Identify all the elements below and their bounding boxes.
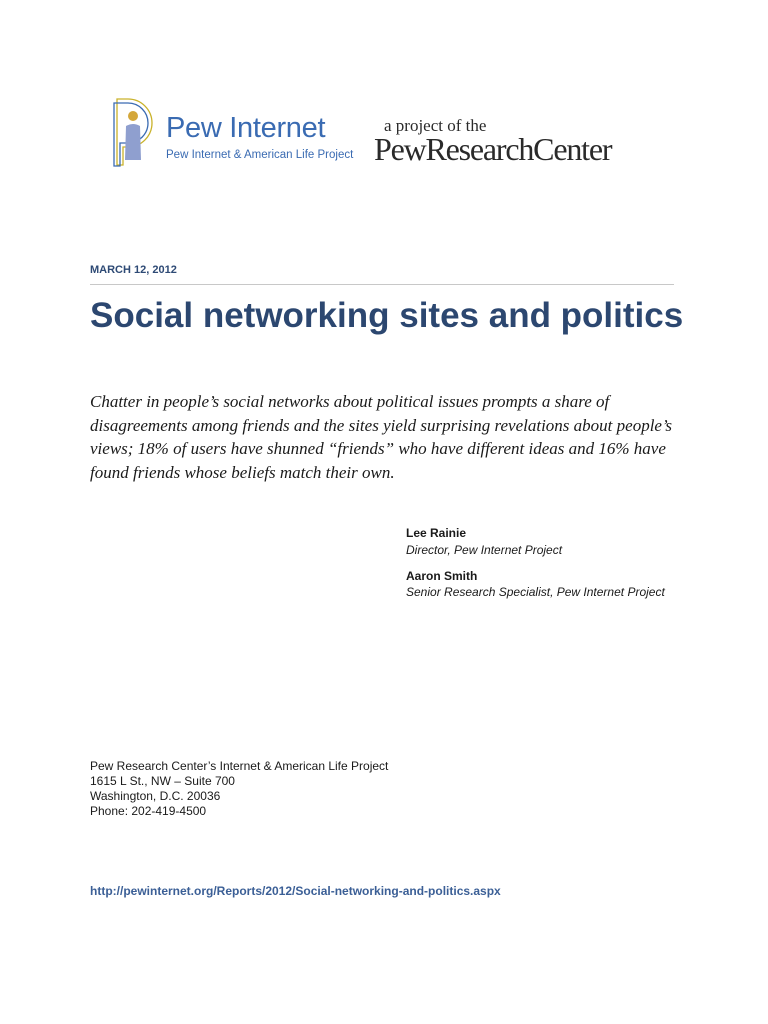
address-organization: Pew Research Center’s Internet & American Life Project	[90, 759, 389, 773]
author-name: Lee Rainie	[406, 526, 467, 540]
report-date: MARCH 12, 2012	[90, 264, 177, 276]
pew-internet-tagline: Pew Internet & American Life Project	[166, 149, 354, 161]
author-name: Aaron Smith	[406, 569, 478, 583]
header-divider	[90, 284, 674, 285]
pew-research-center-wordmark: PewResearchCenter	[374, 131, 612, 167]
author-role: Director, Pew Internet Project	[406, 543, 563, 557]
project-of-label: a project of the	[384, 116, 487, 135]
pew-internet-logo-icon	[108, 96, 154, 168]
address-city: Washington, D.C. 20036	[90, 789, 221, 803]
report-title: Social networking sites and politics	[90, 296, 684, 335]
address-street: 1615 L St., NW – Suite 700	[90, 774, 235, 788]
report-subtitle: Chatter in people’s social networks about political issues prompts a share of disagreements among friends and the sites yield surprising revelations about people’s views; 18% of users have shunned “friends” who have different ideas and 16% have found friends whose beliefs match their own.	[90, 392, 673, 482]
address-phone: Phone: 202-419-4500	[90, 804, 207, 818]
author-role: Senior Research Specialist, Pew Internet Project	[406, 585, 665, 599]
report-url-link[interactable]: http://pewinternet.org/Reports/2012/Social-networking-and-politics.aspx	[90, 884, 501, 898]
pew-internet-wordmark: Pew Internet	[166, 112, 326, 144]
